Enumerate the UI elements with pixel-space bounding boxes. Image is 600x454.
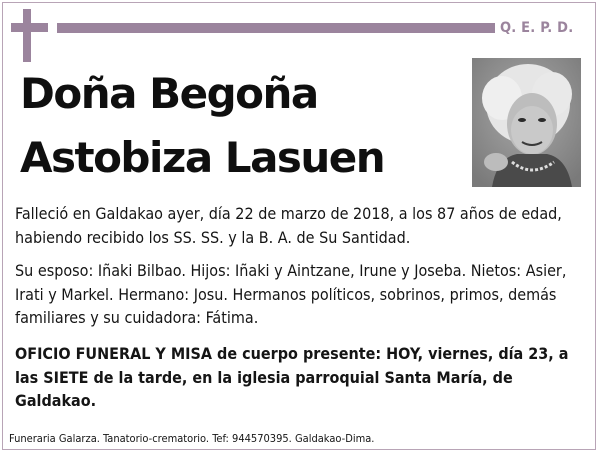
deceased-name-line1: Doña Begoña xyxy=(20,69,318,118)
deceased-portrait-photo xyxy=(472,58,581,187)
qepd-label: Q. E. P. D. xyxy=(500,20,574,36)
death-notice-paragraph: Falleció en Galdakao ayer, día 22 de marzo de 2018, a los 87 años de edad, habiendo recibido los SS. SS. y la B. A. de Su Santidad. xyxy=(15,204,562,247)
funeral-service-paragraph: OFICIO FUNERAL Y MISA de cuerpo presente: HOY, viernes, día 23, a las SIETE de la tarde, en la iglesia parroquial Santa María, de Galdakao. xyxy=(15,344,569,410)
deceased-name-line2: Astobiza Lasuen xyxy=(20,133,385,182)
family-paragraph: Su esposo: Iñaki Bilbao. Hijos: Iñaki y Aintzane, Irune y Joseba. Nietos: Asier, Irati y Markel. Hermano: Josu. Hermanos políticos, sobrinos, primos, demás familiares y su cuidadora: Fátima. xyxy=(15,261,567,327)
header-rule xyxy=(57,23,495,33)
funeral-home-footer: Funeraria Galarza. Tanatorio-crematorio. Tef: 944570395. Galdakao-Dima. xyxy=(9,432,375,445)
